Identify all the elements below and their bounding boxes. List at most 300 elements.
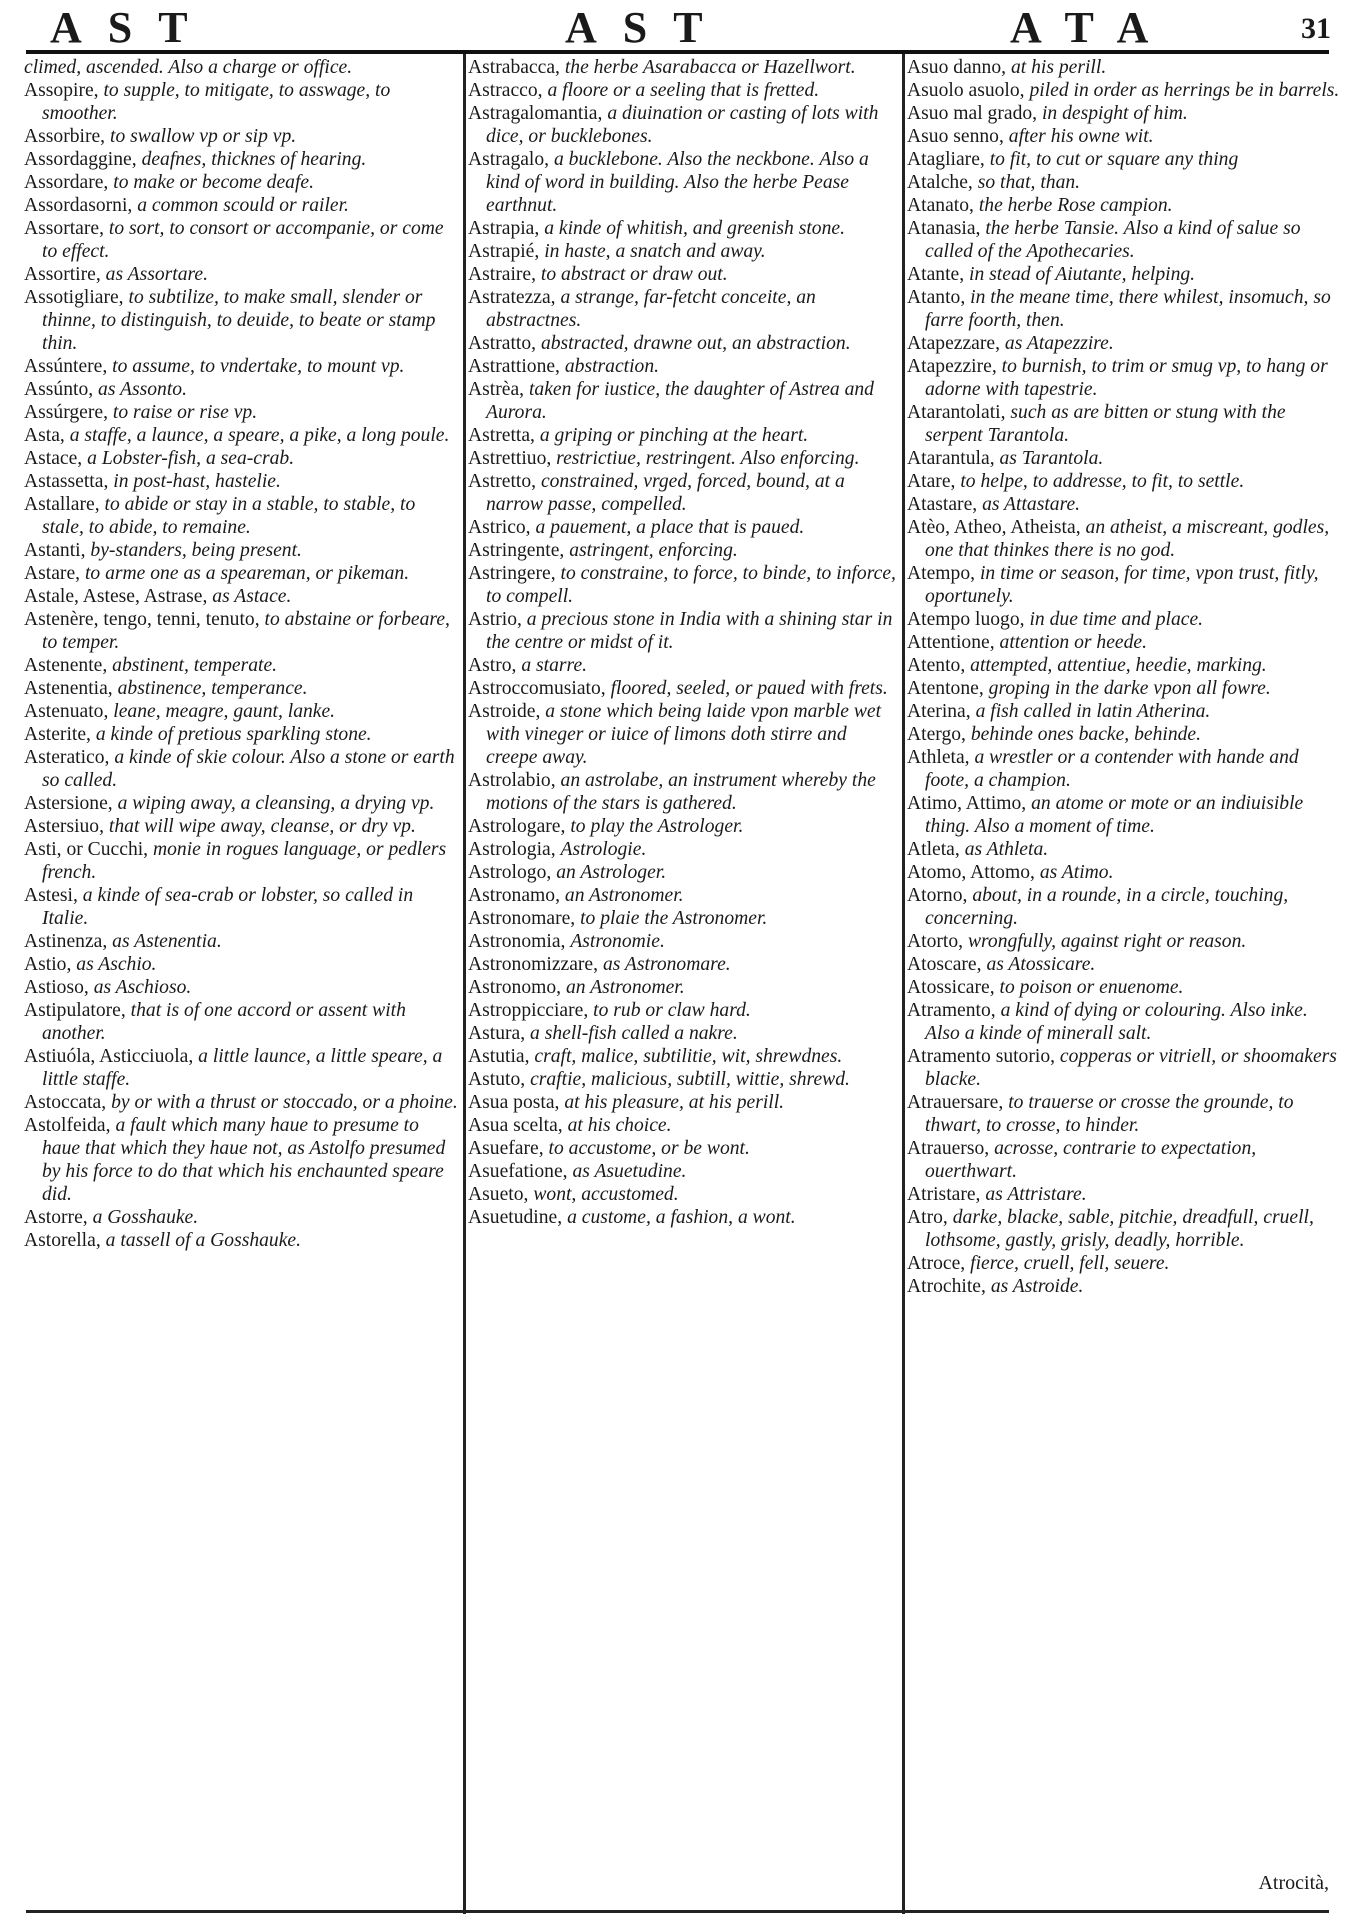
dictionary-entry	[907, 746, 1341, 792]
dictionary-entry	[24, 953, 458, 976]
entry-headword: Astroppicciare,	[468, 1000, 589, 1021]
dictionary-entry	[907, 1091, 1341, 1137]
dictionary-entry	[24, 286, 458, 355]
entry-definition: as Aschioso.	[93, 977, 192, 998]
entry-definition: to poison or enuenome.	[999, 977, 1184, 998]
entry-headword: Astipulatore,	[24, 1000, 126, 1021]
dictionary-entry	[907, 723, 1341, 746]
entry-definition: in post-hast, hastelie.	[113, 471, 281, 492]
entry-definition: by-standers, being present.	[90, 540, 302, 561]
entry-definition: groping in the darke vpon all fowre.	[988, 678, 1271, 699]
dictionary-entry	[907, 700, 1341, 723]
dictionary-entry	[24, 493, 458, 539]
entry-definition: to sort, to consort or accompanie, or come to effect.	[42, 218, 444, 262]
entry-headword: Astace,	[24, 448, 83, 469]
dictionary-entry	[24, 608, 458, 654]
dictionary-entry	[907, 930, 1341, 953]
entry-definition: a shell-fish called a nakre.	[530, 1023, 738, 1044]
dictionary-entry	[468, 286, 902, 332]
entry-headword: Astrologare,	[468, 816, 566, 837]
dictionary-entry	[24, 194, 458, 217]
dictionary-entry	[907, 1045, 1341, 1091]
entry-definition: a pauement, a place that is paued.	[535, 517, 805, 538]
entry-headword: Asteratico,	[24, 747, 110, 768]
dictionary-entry	[24, 700, 458, 723]
dictionary-entry	[907, 516, 1341, 562]
dictionary-entry	[468, 999, 902, 1022]
entry-headword: Asterite,	[24, 724, 91, 745]
entry-headword: Astrèa,	[468, 379, 525, 400]
entry-headword: Astare,	[24, 563, 81, 584]
entry-headword: Astrio,	[468, 609, 522, 630]
entry-definition: as Aschio.	[76, 954, 157, 975]
entry-headword: Atleta,	[907, 839, 960, 860]
entry-headword: Astenentia,	[24, 678, 113, 699]
entry-headword: Atomo, Attomo,	[907, 862, 1035, 883]
dictionary-entry	[468, 332, 902, 355]
dictionary-entry	[24, 1045, 458, 1091]
dictionary-entry	[24, 1206, 458, 1229]
entry-definition: attempted, attentiue, heedie, marking.	[970, 655, 1267, 676]
dictionary-entry	[907, 631, 1341, 654]
entry-definition: a Gosshauke.	[92, 1207, 199, 1228]
dictionary-entry	[468, 953, 902, 976]
entry-definition: a custome, a fashion, a wont.	[567, 1207, 796, 1228]
entry-headword: Assúntere,	[24, 356, 108, 377]
dictionary-entry	[468, 884, 902, 907]
entry-definition: a kinde of pretious sparkling stone.	[95, 724, 372, 745]
entry-definition: to arme one as a speareman, or pikeman.	[84, 563, 410, 584]
dictionary-entry	[468, 263, 902, 286]
entry-headword: Atrauersare,	[907, 1092, 1004, 1113]
entry-headword: Astroide,	[468, 701, 541, 722]
entry-headword: Astenère, tengo, tenni, tenuto,	[24, 609, 260, 630]
entry-definition: to rub or claw hard.	[593, 1000, 751, 1021]
entry-headword: Asuetudine,	[468, 1207, 563, 1228]
dictionary-entry	[468, 217, 902, 240]
entry-definition: as Attastare.	[982, 494, 1081, 515]
entry-definition: to supple, to mitigate, to asswage, to smoother.	[42, 80, 391, 124]
dictionary-entry	[24, 930, 458, 953]
dictionary-entry	[468, 1091, 902, 1114]
dictionary-entry	[24, 792, 458, 815]
entry-definition: abstinence, temperance.	[117, 678, 308, 699]
entry-definition: behinde ones backe, behinde.	[970, 724, 1202, 745]
entry-definition: to helpe, to addresse, to fit, to settle.	[960, 471, 1245, 492]
entry-headword: Astragalomantia,	[468, 103, 603, 124]
dictionary-entry	[468, 79, 902, 102]
entry-headword: Astersione,	[24, 793, 113, 814]
dictionary-entry	[468, 907, 902, 930]
entry-definition: a starre.	[521, 655, 588, 676]
dictionary-entry	[907, 562, 1341, 608]
entry-headword: Asuo danno,	[907, 57, 1007, 78]
dictionary-entry	[24, 677, 458, 700]
dictionary-entry	[24, 263, 458, 286]
entry-headword: Astro,	[468, 655, 517, 676]
dictionary-entry	[24, 746, 458, 792]
dictionary-entry	[907, 608, 1341, 631]
entry-headword: Atorno,	[907, 885, 968, 906]
running-header	[20, 3, 1335, 52]
column-left	[24, 56, 458, 1252]
dictionary-entry	[468, 700, 902, 769]
entry-headword: Atrauerso,	[907, 1138, 990, 1159]
entry-headword: Astronomo,	[468, 977, 562, 998]
entry-definition: to swallow vp or sip vp.	[110, 126, 297, 147]
entry-headword: Atento,	[907, 655, 966, 676]
dictionary-entry	[468, 654, 902, 677]
entry-headword: Asuefare,	[468, 1138, 544, 1159]
dictionary-entry	[907, 470, 1341, 493]
dictionary-entry	[907, 263, 1341, 286]
entry-headword: Astratezza,	[468, 287, 556, 308]
entry-definition: an Astrologer.	[556, 862, 667, 883]
entry-definition: darke, blacke, sable, pitchie, dreadfull, cruell, lothsome, gastly, grisly, deadly, horrible.	[925, 1207, 1314, 1251]
entry-headword: Astenente,	[24, 655, 108, 676]
entry-definition: to accustome, or be wont.	[548, 1138, 750, 1159]
entry-definition: to burnish, to trim or smug vp, to hang or adorne with tapestrie.	[925, 356, 1328, 400]
entry-headword: Astrolabio,	[468, 770, 556, 791]
entry-definition: attention or heede.	[999, 632, 1147, 653]
entry-headword: Atoscare,	[907, 954, 982, 975]
entry-headword: Astallare,	[24, 494, 100, 515]
dictionary-entry	[24, 654, 458, 677]
entry-headword: Atorto,	[907, 931, 964, 952]
entry-definition: abstinent, temperate.	[112, 655, 278, 676]
entry-definition: a kind of dying or colouring. Also inke. Also a kinde of minerall salt.	[925, 1000, 1308, 1044]
entry-definition: leane, meagre, gaunt, lanke.	[113, 701, 336, 722]
dictionary-entry	[24, 148, 458, 171]
entry-definition: in the meane time, there whilest, insomuch, so farre foorth, then.	[925, 287, 1331, 331]
entry-headword: Astuto,	[468, 1069, 526, 1090]
entry-headword: Assotigliare,	[24, 287, 124, 308]
entry-headword: Attentione,	[907, 632, 995, 653]
dictionary-entry	[468, 861, 902, 884]
entry-definition: a Lobster-fish, a sea-crab.	[87, 448, 295, 469]
dictionary-entry	[907, 1252, 1341, 1275]
dictionary-entry	[24, 79, 458, 125]
entry-definition: a wiping away, a cleansing, a drying vp.	[117, 793, 435, 814]
entry-definition: to abstract or draw out.	[540, 264, 728, 285]
entry-definition: as Tarantola.	[999, 448, 1104, 469]
entry-definition: craft, malice, subtilitie, wit, shrewdnes.	[534, 1046, 843, 1067]
entry-definition: after his owne wit.	[1008, 126, 1154, 147]
entry-headword: Assortire,	[24, 264, 101, 285]
entry-definition: a little launce, a little speare, a little staffe.	[42, 1046, 443, 1090]
entry-definition: such as are bitten or stung with the serpent Tarantola.	[925, 402, 1286, 446]
entry-definition: a griping or pinching at the heart.	[539, 425, 809, 446]
entry-definition: in due time and place.	[1029, 609, 1204, 630]
entry-definition: floored, seeled, or paued with frets.	[610, 678, 888, 699]
dictionary-entry	[468, 562, 902, 608]
entry-definition: a fish called in latin Atherina.	[975, 701, 1211, 722]
entry-headword: Atossicare,	[907, 977, 995, 998]
entry-definition: at his pleasure, at his perill.	[564, 1092, 785, 1113]
dictionary-entry	[24, 355, 458, 378]
entry-headword: Assúnto,	[24, 379, 94, 400]
entry-headword: Astiuóla, Asticciuola,	[24, 1046, 194, 1067]
top-rule	[26, 50, 1329, 54]
entry-definition: that will wipe away, cleanse, or dry vp.	[108, 816, 416, 837]
dictionary-entry	[907, 493, 1341, 516]
dictionary-entry	[468, 1022, 902, 1045]
header-left: AST	[50, 3, 214, 52]
dictionary-entry	[907, 447, 1341, 470]
dictionary-entry	[907, 355, 1341, 401]
entry-headword: Atapezzare,	[907, 333, 1000, 354]
entry-headword: Astrettiuo,	[468, 448, 552, 469]
entry-headword: Astrabacca,	[468, 57, 560, 78]
dictionary-entry	[24, 999, 458, 1045]
dictionary-entry	[468, 769, 902, 815]
dictionary-entry	[907, 102, 1341, 125]
entry-definition: as Astenentia.	[112, 931, 222, 952]
entry-definition: an atome or mote or an indiuisible thing. Also a moment of time.	[925, 793, 1304, 837]
page-number: 31	[1301, 12, 1331, 45]
dictionary-entry	[907, 401, 1341, 447]
entry-definition: taken for iustice, the daughter of Astrea and Aurora.	[486, 379, 874, 423]
dictionary-entry	[468, 470, 902, 516]
entry-headword: Astutia,	[468, 1046, 530, 1067]
entry-definition: a fault which many haue to presume to haue that which they haue not, as Astolfo presumed by his force to do that which his enchaunted speare did.	[42, 1115, 446, 1205]
entry-definition: fierce, cruell, fell, seuere.	[970, 1253, 1170, 1274]
dictionary-entry	[468, 516, 902, 539]
dictionary-entry	[907, 125, 1341, 148]
entry-definition: to raise or rise vp.	[112, 402, 258, 423]
entry-headword: Astale, Astese, Astrase,	[24, 586, 208, 607]
entry-definition: restrictiue, restringent. Also enforcing.	[556, 448, 860, 469]
dictionary-entry	[468, 1068, 902, 1091]
column-middle	[468, 56, 902, 1229]
entry-headword: Astorella,	[24, 1230, 101, 1251]
entry-definition: as Assortare.	[105, 264, 208, 285]
entry-definition: a bucklebone. Also the neckbone. Also a kind of word in building. Also the herbe Pease earthnut.	[486, 149, 869, 216]
entry-headword: Astrattione,	[468, 356, 560, 377]
entry-definition: an astrolabe, an instrument whereby the motions of the stars is gathered.	[486, 770, 876, 814]
entry-definition: about, in a rounde, in a circle, touching, concerning.	[925, 885, 1289, 929]
entry-headword: Atergo,	[907, 724, 966, 745]
entry-definition: piled in order as herrings be in barrels.	[1029, 80, 1340, 101]
entry-headword: Atro,	[907, 1207, 948, 1228]
dictionary-entry	[907, 1137, 1341, 1183]
column-rule-1	[463, 54, 466, 1914]
entry-definition: at his perill.	[1010, 57, 1107, 78]
entry-headword: Assúrgere,	[24, 402, 108, 423]
entry-headword: Astringere,	[468, 563, 556, 584]
entry-headword: Astretta,	[468, 425, 535, 446]
dictionary-entry	[24, 539, 458, 562]
entry-definition: to make or become deafe.	[113, 172, 315, 193]
entry-headword: Atalche,	[907, 172, 973, 193]
entry-definition: at his choice.	[567, 1115, 672, 1136]
dictionary-entry	[907, 861, 1341, 884]
entry-headword: Assordasorni,	[24, 195, 133, 216]
entry-definition: an atheist, a miscreant, godles, one that thinkes there is no god.	[925, 517, 1330, 561]
entry-definition: to plaie the Astronomer.	[580, 908, 768, 929]
dictionary-entry	[24, 976, 458, 999]
entry-headword: Atimo, Attimo,	[907, 793, 1027, 814]
entry-definition: by or with a thrust or stoccado, or a phoine.	[111, 1092, 458, 1113]
header-right: ATA	[1010, 3, 1175, 52]
dictionary-entry	[907, 1183, 1341, 1206]
entry-definition: a tassell of a Gosshauke.	[105, 1230, 302, 1251]
dictionary-entry	[468, 677, 902, 700]
dictionary-entry	[468, 815, 902, 838]
bottom-rule	[26, 1910, 1329, 1913]
entry-definition: an Astronomer.	[565, 977, 685, 998]
entry-headword: Asuefatione,	[468, 1161, 568, 1182]
entry-headword: Astretto,	[468, 471, 537, 492]
entry-headword: Astrico,	[468, 517, 531, 538]
entry-definition: a wrestler or a contender with hande and foote, a champion.	[925, 747, 1299, 791]
entry-definition: to play the Astrologer.	[570, 816, 744, 837]
dictionary-entry	[468, 1206, 902, 1229]
entry-headword: Atrochite,	[907, 1276, 986, 1297]
entry-headword: Atramento,	[907, 1000, 996, 1021]
entry-headword: Atramento sutorio,	[907, 1046, 1056, 1067]
entry-headword: Atagliare,	[907, 149, 985, 170]
entry-headword: Asueto,	[468, 1184, 529, 1205]
dictionary-entry	[468, 1114, 902, 1137]
entry-definition: climed, ascended. Also a charge or office.	[24, 57, 353, 78]
dictionary-entry	[907, 838, 1341, 861]
entry-headword: Atanto,	[907, 287, 966, 308]
entry-headword: Astesi,	[24, 885, 78, 906]
entry-definition: to abide or stay in a stable, to stable, to stale, to abide, to remaine.	[42, 494, 416, 538]
entry-definition: a precious stone in India with a shining star in the centre or midst of it.	[486, 609, 893, 653]
entry-headword: Astronomare,	[468, 908, 576, 929]
entry-definition: the herbe Tansie. Also a kind of salue so called of the Apothecaries.	[925, 218, 1301, 262]
dictionary-entry	[468, 355, 902, 378]
entry-headword: Astoccata,	[24, 1092, 107, 1113]
dictionary-entry	[468, 56, 902, 79]
dictionary-entry	[907, 1206, 1341, 1252]
dictionary-entry	[907, 953, 1341, 976]
entry-headword: Atèo, Atheo, Atheista,	[907, 517, 1081, 538]
dictionary-entry	[468, 424, 902, 447]
entry-headword: Astenuato,	[24, 701, 109, 722]
entry-headword: Atentone,	[907, 678, 984, 699]
entry-definition: a floore or a seeling that is fretted.	[547, 80, 820, 101]
entry-headword: Asuolo asuolo,	[907, 80, 1025, 101]
dictionary-entry	[907, 976, 1341, 999]
entry-headword: Astratto,	[468, 333, 537, 354]
entry-definition: in stead of Aiutante, helping.	[969, 264, 1196, 285]
column-right	[907, 56, 1341, 1298]
entry-definition: as Astronomare.	[602, 954, 731, 975]
entry-headword: Astio,	[24, 954, 72, 975]
entry-headword: Atanasia,	[907, 218, 981, 239]
entry-headword: Atristare,	[907, 1184, 981, 1205]
entry-definition: to abstaine or forbeare, to temper.	[42, 609, 450, 653]
dictionary-entry	[24, 815, 458, 838]
dictionary-entry	[24, 585, 458, 608]
entry-headword: Atroce,	[907, 1253, 966, 1274]
dictionary-entry	[24, 1229, 458, 1252]
dictionary-entry	[468, 148, 902, 217]
entry-definition: the herbe Rose campion.	[978, 195, 1173, 216]
entry-headword: Astraire,	[468, 264, 537, 285]
entry-headword: Astura,	[468, 1023, 526, 1044]
dictionary-entry	[24, 171, 458, 194]
entry-headword: Astracco,	[468, 80, 543, 101]
entry-headword: Assordaggine,	[24, 149, 137, 170]
entry-headword: Astassetta,	[24, 471, 109, 492]
entry-definition: in time or season, for time, vpon trust, fitly, oportunely.	[925, 563, 1319, 607]
header-center: AST	[565, 3, 729, 52]
entry-headword: Asua posta,	[468, 1092, 560, 1113]
column-rule-2	[902, 54, 905, 1914]
entry-definition: as Asuetudine.	[572, 1161, 687, 1182]
entry-headword: Astolfeida,	[24, 1115, 111, 1136]
dictionary-entry	[907, 217, 1341, 263]
entry-headword: Astioso,	[24, 977, 89, 998]
entry-headword: Assortare,	[24, 218, 104, 239]
dictionary-entry	[468, 240, 902, 263]
dictionary-entry	[468, 1045, 902, 1068]
entry-definition: as Athleta.	[964, 839, 1049, 860]
entry-definition: to trauerse or crosse the grounde, to thwart, to crosse, to hinder.	[925, 1092, 1294, 1136]
entry-definition: craftie, malicious, subtill, wittie, shrewd.	[530, 1069, 850, 1090]
entry-headword: Atarantolati,	[907, 402, 1006, 423]
dictionary-entry	[24, 125, 458, 148]
entry-headword: Astronomizzare,	[468, 954, 599, 975]
entry-headword: Asua scelta,	[468, 1115, 563, 1136]
entry-headword: Astersiuo,	[24, 816, 105, 837]
entry-headword: Athleta,	[907, 747, 970, 768]
entry-definition: deafnes, thicknes of hearing.	[141, 149, 367, 170]
entry-definition: monie in rogues language, or pedlers french.	[42, 839, 447, 883]
entry-headword: Astronamo,	[468, 885, 560, 906]
entry-definition: Astronomie.	[570, 931, 665, 952]
entry-definition: a stone which being laide vpon marble wet with vineger or iuice of limons doth stirre and creepe away.	[486, 701, 882, 768]
entry-definition: a staffe, a launce, a speare, a pike, a long poule.	[69, 425, 450, 446]
dictionary-entry	[468, 1160, 902, 1183]
dictionary-entry	[468, 930, 902, 953]
dictionary-entry	[907, 148, 1341, 171]
dictionary-entry	[468, 539, 902, 562]
entry-headword: Asuo mal grado,	[907, 103, 1038, 124]
dictionary-entry	[907, 792, 1341, 838]
entry-headword: Asta,	[24, 425, 65, 446]
dictionary-entry	[907, 332, 1341, 355]
entry-headword: Asti, or Cucchi,	[24, 839, 149, 860]
entry-headword: Asuo senno,	[907, 126, 1004, 147]
entry-headword: Astinenza,	[24, 931, 108, 952]
entry-headword: Atapezzire,	[907, 356, 997, 377]
entry-headword: Astanti,	[24, 540, 86, 561]
entry-headword: Astrologo,	[468, 862, 552, 883]
dictionary-entry	[907, 1275, 1341, 1298]
dictionary-entry	[24, 424, 458, 447]
entry-definition: as Atossicare.	[986, 954, 1096, 975]
entry-headword: Atarantula,	[907, 448, 995, 469]
entry-definition: as Atapezzire.	[1004, 333, 1114, 354]
entry-definition: to assume, to vndertake, to mount vp.	[112, 356, 405, 377]
dictionary-entry	[907, 56, 1341, 79]
entry-definition: Astrologie.	[560, 839, 647, 860]
dictionary-entry	[907, 999, 1341, 1045]
dictionary-entry	[907, 79, 1341, 102]
entry-headword: Aterina,	[907, 701, 971, 722]
entry-definition: a kinde of whitish, and greenish stone.	[544, 218, 845, 239]
dictionary-entry	[468, 838, 902, 861]
entry-definition: constrained, vrged, forced, bound, at a narrow passe, compelled.	[486, 471, 845, 515]
dictionary-entry	[468, 1183, 902, 1206]
entry-definition: abstraction.	[564, 356, 660, 377]
entry-definition: in haste, a snatch and away.	[544, 241, 766, 262]
